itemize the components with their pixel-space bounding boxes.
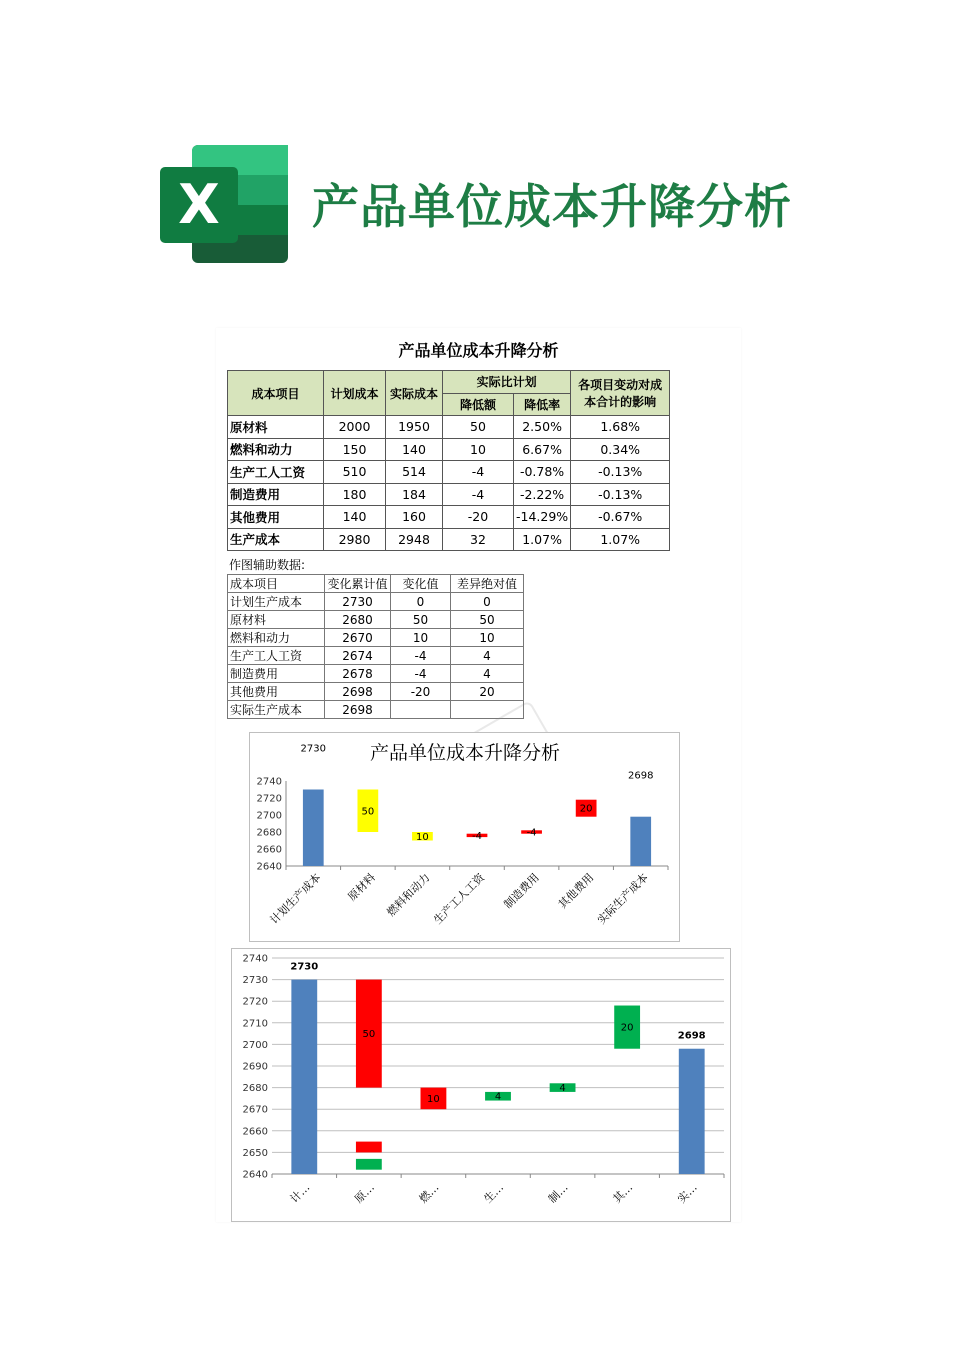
- header-plan: 计划成本: [324, 371, 386, 416]
- table-cell: 180: [324, 483, 386, 506]
- table-row: [228, 528, 670, 551]
- aux-header-cell: 变化累计值: [325, 575, 391, 593]
- x-tick-label: 实际生产成本: [594, 870, 651, 927]
- table-cell: 燃料和动力: [228, 438, 324, 461]
- table-cell: -0.13%: [571, 461, 670, 484]
- table-cell: 1.07%: [514, 528, 571, 551]
- x-tick-label: 计…: [287, 1180, 313, 1206]
- aux-row: [228, 611, 524, 629]
- aux-cell: 原材料: [228, 611, 325, 629]
- table-cell: -14.29%: [514, 506, 571, 529]
- data-label: 20: [579, 803, 593, 815]
- aux-cell: -20: [391, 683, 451, 701]
- table-row: [228, 438, 670, 461]
- table-cell: -20: [443, 506, 514, 529]
- aux-cell: 2674: [325, 647, 391, 665]
- waterfall-chart-2: [231, 948, 731, 1222]
- aux-cell: 0: [391, 593, 451, 611]
- x-tick-label: 其他费用: [555, 870, 597, 912]
- header-item: 成本项目: [228, 371, 324, 416]
- x-tick-label: 制造费用: [501, 870, 542, 912]
- table-row: [228, 461, 670, 484]
- table-row: [228, 416, 670, 439]
- table-cell: 184: [386, 483, 443, 506]
- data-label: 2730: [290, 961, 319, 973]
- x-tick-label: 实…: [675, 1180, 700, 1206]
- aux-row: [228, 665, 524, 683]
- y-tick-label: 2650: [242, 1147, 268, 1159]
- y-tick-label: 2640: [256, 861, 282, 873]
- y-tick-label: 2670: [242, 1104, 268, 1116]
- table-cell: 50: [443, 416, 514, 439]
- x-tick-label: 其…: [610, 1180, 636, 1206]
- data-label: 10: [427, 1093, 440, 1105]
- y-tick-label: 2640: [242, 1169, 268, 1181]
- table-cell: 2000: [324, 416, 386, 439]
- y-tick-label: 2690: [242, 1061, 268, 1073]
- table-cell: 140: [324, 506, 386, 529]
- bar: [303, 790, 324, 867]
- x-tick-label: 燃…: [416, 1180, 442, 1206]
- table-cell: 2.50%: [514, 416, 571, 439]
- data-label: 2698: [627, 770, 654, 782]
- data-label: 2698: [677, 1030, 706, 1042]
- table-cell: -0.67%: [571, 506, 670, 529]
- y-tick-label: 2680: [242, 1083, 268, 1095]
- x-tick-label: 生…: [481, 1180, 507, 1206]
- spreadsheet-preview: [216, 328, 741, 1222]
- bar: [291, 980, 317, 1174]
- y-tick-label: 2720: [242, 996, 268, 1008]
- y-tick-label: 2720: [256, 793, 282, 805]
- aux-cell: 实际生产成本: [228, 701, 325, 719]
- table-cell: 0.34%: [571, 438, 670, 461]
- aux-cell: 生产工人工资: [228, 647, 325, 665]
- table-cell: 生产工人工资: [228, 461, 324, 484]
- table-cell: -2.22%: [514, 483, 571, 506]
- y-tick-label: 2700: [242, 1039, 268, 1051]
- aux-cell: 2698: [325, 701, 391, 719]
- x-tick-label: 制…: [545, 1180, 571, 1206]
- aux-cell: -4: [391, 647, 451, 665]
- x-tick-label: 原材料: [345, 870, 378, 904]
- table-cell: 原材料: [228, 416, 324, 439]
- aux-cell: 2678: [325, 665, 391, 683]
- aux-data-label: 作图辅助数据:: [229, 558, 306, 572]
- table-cell: 其他费用: [228, 506, 324, 529]
- aux-cell: 制造费用: [228, 665, 325, 683]
- table-cell: 1950: [386, 416, 443, 439]
- header-impact: 各项目变动对成 本合计的影响: [571, 371, 670, 416]
- table-cell: 制造费用: [228, 483, 324, 506]
- header-reduce-rate: 降低率: [514, 393, 571, 416]
- table-cell: -0.13%: [571, 483, 670, 506]
- aux-cell: 2698: [325, 683, 391, 701]
- data-label: 2730: [300, 743, 327, 755]
- table-cell: 150: [324, 438, 386, 461]
- table-cell: 140: [386, 438, 443, 461]
- x-tick-label: 燃料和动力: [384, 870, 433, 920]
- aux-cell: 50: [451, 611, 524, 629]
- x-tick-label: 计划生产成本: [267, 870, 324, 927]
- y-tick-label: 2660: [242, 1126, 268, 1138]
- table-cell: 1.68%: [571, 416, 670, 439]
- bar: [630, 817, 651, 866]
- header-reduce-amount: 降低额: [443, 393, 514, 416]
- aux-cell: -4: [391, 665, 451, 683]
- table-cell: 2948: [386, 528, 443, 551]
- data-label: 10: [416, 831, 429, 843]
- aux-header-cell: 差异绝对值: [451, 575, 524, 593]
- aux-header-cell: 成本项目: [228, 575, 325, 593]
- waterfall-chart-1: [249, 732, 680, 942]
- table-cell: 160: [386, 506, 443, 529]
- y-tick-label: 2710: [242, 1018, 268, 1030]
- aux-cell: 10: [451, 629, 524, 647]
- x-tick-label: 原…: [352, 1180, 377, 1206]
- aux-cell: 其他费用: [228, 683, 325, 701]
- data-label: 20: [620, 1022, 634, 1034]
- data-label: -4: [526, 827, 537, 839]
- table-cell: 6.67%: [514, 438, 571, 461]
- data-label: 50: [361, 806, 375, 818]
- table-cell: -4: [443, 483, 514, 506]
- aux-cell: 2680: [325, 611, 391, 629]
- aux-cell: 0: [451, 593, 524, 611]
- y-tick-label: 2740: [256, 776, 282, 788]
- bar: [356, 1159, 382, 1170]
- header-actual: 实际成本: [386, 371, 443, 416]
- table-cell: 514: [386, 461, 443, 484]
- excel-logo-icon: [160, 145, 290, 265]
- chart-title: 产品单位成本升降分析: [369, 742, 561, 764]
- bar: [356, 1142, 382, 1153]
- bar: [679, 1049, 705, 1174]
- aux-cell: 2730: [325, 593, 391, 611]
- aux-cell: 计划生产成本: [228, 593, 325, 611]
- table-cell: 32: [443, 528, 514, 551]
- data-label: 4: [559, 1083, 566, 1095]
- table-cell: 1.07%: [571, 528, 670, 551]
- table-cell: -4: [443, 461, 514, 484]
- svg-text:X: X: [178, 173, 220, 236]
- table-row: [228, 483, 670, 506]
- aux-header-cell: 变化值: [391, 575, 451, 593]
- data-label: -4: [472, 830, 482, 842]
- aux-row: [228, 629, 524, 647]
- table-row: [228, 506, 670, 529]
- aux-cell: 20: [451, 683, 524, 701]
- data-label: 50: [362, 1029, 376, 1041]
- aux-row: [228, 593, 524, 611]
- aux-cell: 50: [391, 611, 451, 629]
- cost-analysis-table: [227, 370, 670, 551]
- header-compare: 实际比计划: [443, 371, 571, 394]
- aux-cell: 2670: [325, 629, 391, 647]
- aux-row: [228, 647, 524, 665]
- aux-cell: 4: [451, 647, 524, 665]
- sheet-title: 产品单位成本升降分析: [398, 341, 559, 360]
- y-tick-label: 2680: [256, 827, 282, 839]
- y-tick-label: 2740: [242, 953, 268, 965]
- aux-cell: 10: [391, 629, 451, 647]
- table-cell: 2980: [324, 528, 386, 551]
- aux-cell: 4: [451, 665, 524, 683]
- aux-cell: 燃料和动力: [228, 629, 325, 647]
- page-title: 产品单位成本升降分析: [312, 180, 792, 235]
- y-tick-label: 2730: [242, 975, 268, 987]
- y-tick-label: 2700: [256, 810, 282, 822]
- y-tick-label: 2660: [256, 844, 282, 856]
- table-cell: 生产成本: [228, 528, 324, 551]
- table-cell: 10: [443, 438, 514, 461]
- table-cell: -0.78%: [514, 461, 571, 484]
- data-label: 4: [494, 1091, 502, 1103]
- x-tick-label: 生产工人工资: [431, 870, 488, 927]
- table-cell: 510: [324, 461, 386, 484]
